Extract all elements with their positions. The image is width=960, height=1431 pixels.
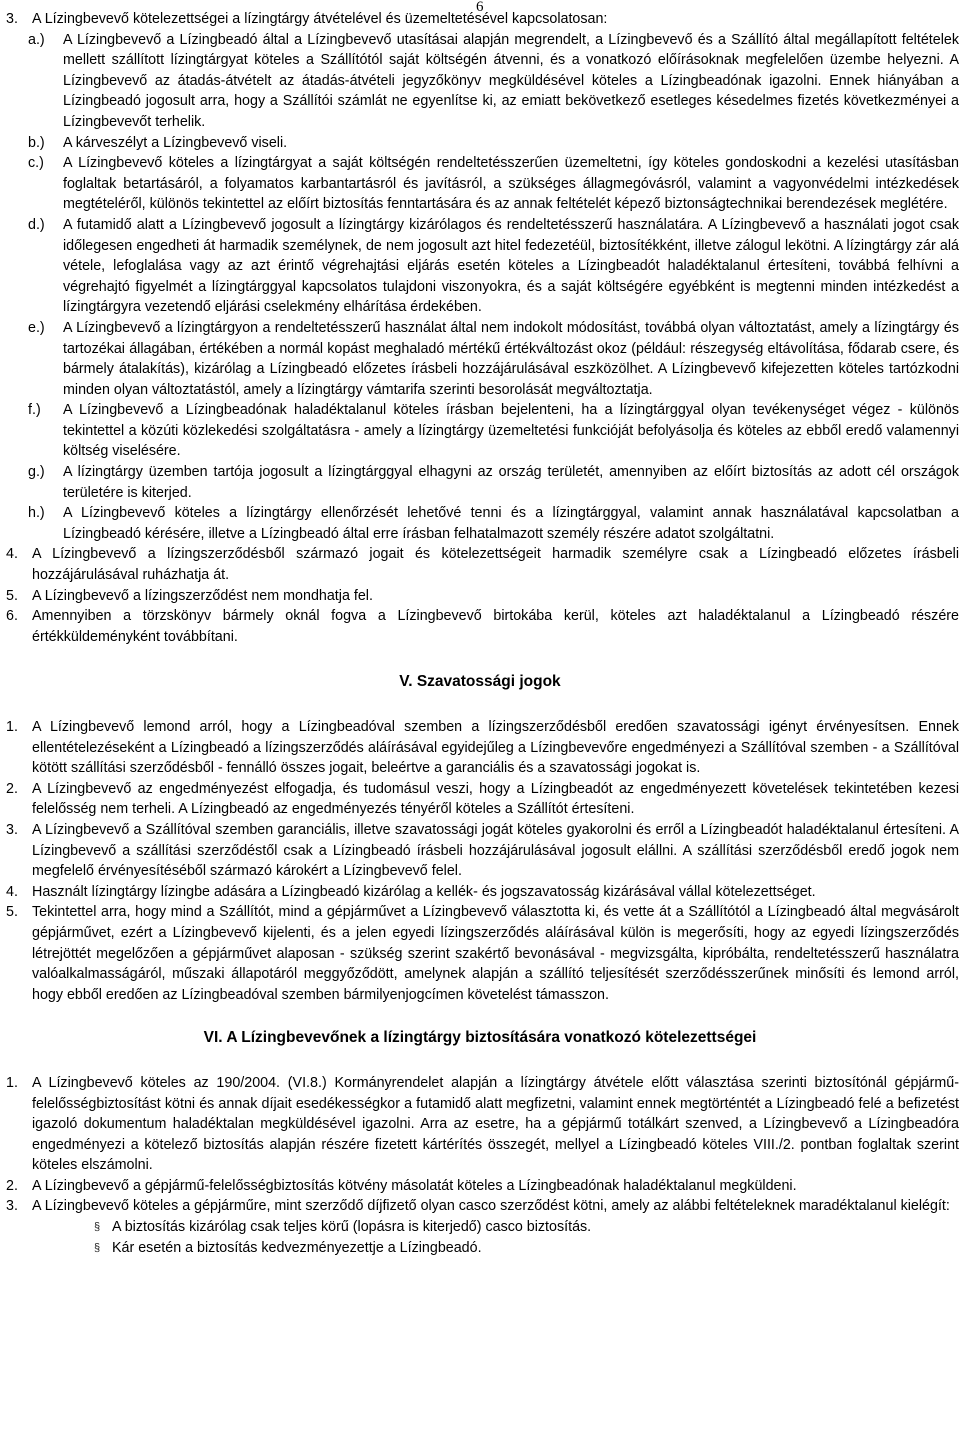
list-item xyxy=(6,1176,959,1197)
section-heading-warranty: V. Szavatossági jogok xyxy=(399,673,561,691)
list-item xyxy=(6,882,959,903)
list-item xyxy=(6,9,959,30)
item-number: 5. xyxy=(6,904,18,921)
list-item xyxy=(28,215,959,318)
item-text: A Lízingbevevő kötelezettségei a lízingtárgy átvételével és üzemeltetésével kapcsolatosan: xyxy=(32,11,608,27)
item-number: 6. xyxy=(6,608,18,625)
item-text: A Lízingbevevő köteles a gépjárműre, mint szerződő díjfizető olyan casco szerződést kötni, amely az alábbi feltételeknek maradéktalanul kielégít: xyxy=(32,1198,950,1215)
item-number: h.) xyxy=(28,505,45,522)
list-item xyxy=(28,318,959,400)
list-item xyxy=(6,902,959,1005)
section-heading-insurance: VI. A Lízingbevevőnek a lízingtárgy biztosítására vonatkozó kötelezettségei xyxy=(203,1029,757,1047)
item-number: 1. xyxy=(6,719,18,735)
item-number: 4. xyxy=(6,883,18,900)
bullet-item xyxy=(94,1238,958,1259)
item-number: f.) xyxy=(28,402,41,419)
item-text: A Lízingbevevő köteles az 190/2004. (VI.8.) Kormányrendelet alapján a lízingtárgy átvétele előtt választása szerinti biztosítónál gépjármű-felelősségbiztosítást kötni és annak díjait esedékességkor a futamidő alatt megfizetni, valamint ennek megtörténtét a Lízingbeadó felé a befizetést igazoló dokumentum haladéktalan megküldésével igazolni. Arra az esetre, ha a gépjármű totálkárt szenved, a Lízingbevevő a Lízingbeadóra engedményezi a kötelező biztosítás alapján részére fizetett kártérítés összegét, mellyel a Lízingbeadó köteles VIII./2. pontban foglaltak szerint köteles elszámolni. xyxy=(32,1074,959,1174)
list-item xyxy=(28,30,959,133)
item-text: Használt lízingtárgy lízingbe adására a Lízingbeadó kizárólag a kellék- és jogszavatosság kizárásával vállal kötelezettséget. xyxy=(32,883,816,900)
item-text: A Lízingbevevő lemond arról, hogy a Lízingbeadóval szemben a lízingszerződésből eredően szavatossági igényt érvényesítsen. Ennek ellentételezéseként a Lízingbeadó a lízingszerződés aláírásával egyidejűleg a Lízingbevevőre engedményezi a Szállítóval szemben - a Szállítóval kötött szállítási szerződésből - fennálló összes jogait, beleértve a garanciális és a szavatossági jogokat is. xyxy=(32,719,959,777)
item-text: A Lízingbevevő a lízingtárgyon a rendeltetésszerű használat által nem indokolt módosítást, továbbá olyan változtatást, amely a lízingtárgy és tartozékai állagában, értékében a normál kopást meghaladó mértékű értékváltozást okoz (például: részegység eltávolítása, fődarab csere, és bármely átalakítás), kizárólag a Lízingbeadó előzetes írásbeli hozzájárulásával eszközölhet. A Lízingbevevő kifejezetten köteles tartózkodni minden olyan változtatástól, amely a lízingtárgy vámtarifa szerinti besorolását megváltoztatja. xyxy=(63,319,959,398)
item-text: Tekintettel arra, hogy mind a Szállítót, mind a gépjárművet a Lízingbevevő választotta ki, és vette át a Szállítótól a Lízingbeadó által megvásárolt gépjárművet, ezért a Lízingbevevő kijelenti, és a jelen egyedi lízingszerződés aláírásával külön is megerősíti, hogy az egyedi lízingszerződés létrejöttét megelőzően a gépjárművet alaposan - szükség szerint szakértő bevonásával - megvizsgálta, kipróbálta, rendeltetésszerű használatra valóalkalmasságáról, műszaki állapotáról meggyőződött, amelynek alapján a szállító teljesítését szerződésszerűnek minősíti és lemond arról, hogy ebből eredően az Lízingbeadóval szemben bármilyenjogcímen követelést támasszon. xyxy=(32,904,959,1003)
list-item xyxy=(6,544,959,585)
item-text: A Lízingbevevő a Szállítóval szemben garanciális, illetve szavatossági jogát köteles gyakorolni és erről a Lízingbeadót haladéktalanul értesíteni. A Lízingbevevő a szállítási szerződéstől csak a Lízingbeadó írásbeli hozzájárulásával jogosult elállni. A szállítási szerződésből eredő jogok nem megfelelő érvényesítéséből származó károkért a Lízingbevevő felel. xyxy=(32,821,959,880)
item-number: d.) xyxy=(28,216,45,233)
item-number: 3. xyxy=(6,821,18,838)
item-text: A Lízingbevevő a lízingszerződést nem mondhatja fel. xyxy=(32,587,373,604)
item-number: c.) xyxy=(28,155,44,172)
list-item xyxy=(28,133,959,154)
page-number: 6 xyxy=(476,0,484,15)
item-text: A Lízingbevevő a lízingszerződésből származó jogait és kötelezettségeit harmadik személyre csak a Lízingbeadó előzetes írásbeli hozzájárulásával ruházhatja át. xyxy=(32,546,959,584)
list-item xyxy=(6,586,959,607)
item-number: g.) xyxy=(28,464,45,481)
list-item xyxy=(6,1196,959,1217)
item-number: e.) xyxy=(28,319,45,336)
item-text: A Lízingbevevő a Lízingbeadó által a Lízingbevevő utasításai alapján megrendelt, a Lízingbevevő és a Szállító által megállapított feltételek mellett szállított lízingtárgyat köteles a Szállítótól saját költségén átvenni, és a vonatkozó előírásoknak megfelelően üzembe helyezni. A Lízingbevevő az átadás-átvételt az átadás-átvételi jegyzőkönyv megküldésével köteles a Lízingbeadónak igazolni. Ennek hiányában a Lízingbeadó jogosult arra, hogy a Szállítói számlát ne egyenlítse ki, az emiatt bekövetkező esetleges késedelmes fizetés következményei a Lízingbevevőt terhelik. xyxy=(63,31,959,130)
list-item xyxy=(28,400,959,462)
bullet-symbol: § xyxy=(94,1221,101,1234)
item-text: A Lízingbevevő az engedményezést elfogadja, és tudomásul veszi, hogy a Lízingbeadót az engedményezett követelések tekintetében kezesi felelősség nem terheli. A Lízingbeadó az engedményezés tényéről köteles a Szállítót értesíteni. xyxy=(32,780,959,818)
list-item xyxy=(28,462,959,503)
item-text: A Lízingbevevő köteles a lízingtárgy ellenőrzését lehetővé tenni és a lízingtárggyal, valamint annak használatával kapcsolatban a Lízingbeadó kérésére, illetve a Lízingbeadó által erre írásban felhatalmazott személy részére adatot szolgáltatni. xyxy=(63,505,959,542)
list-item xyxy=(28,503,959,544)
bullet-text: A biztosítás kizárólag csak teljes körű (lopásra is kiterjedő) casco biztosítás. xyxy=(112,1219,592,1236)
list-item xyxy=(6,717,959,779)
item-number: 3. xyxy=(6,11,18,27)
bullet-symbol: § xyxy=(94,1241,101,1254)
item-number: 1. xyxy=(6,1074,18,1091)
item-text: A Lízingbevevő a gépjármű-felelősségbiztosítás kötvény másolatát köteles a Lízingbeadónak haladéktalanul megküldeni. xyxy=(32,1177,797,1194)
item-text: A Lízingbevevő köteles a lízingtárgyat a saját költségén rendeltetésszerűen üzemeltetni, így köteles gondoskodni a kezelési utasításban foglaltak betartásáról, a folyamatos karbantartásról és javításról, a szükséges állagmegóvásról, valamint a vagyonvédelmi intézkedések megtételéről, különös tekintettel az előírt biztosítás fenntartására és az annak feltételét képező biztonságtechnikai berendezések meglétére. xyxy=(63,155,959,213)
list-item xyxy=(6,779,959,820)
item-number: 3. xyxy=(6,1198,18,1215)
item-number: a.) xyxy=(28,31,45,48)
item-text: A lízingtárgy üzemben tartója jogosult a lízingtárggyal elhagyni az ország területét, amennyiben az előírt biztosítás az adott cél országok területére is kiterjed. xyxy=(63,464,959,501)
item-number: 2. xyxy=(6,1177,18,1194)
bullet-text: Kár esetén a biztosítás kedvezményezettje a Lízingbeadó. xyxy=(112,1239,482,1256)
item-text: A kárveszélyt a Lízingbevevő viseli. xyxy=(63,134,288,151)
item-number: 5. xyxy=(6,587,18,604)
item-text: A Lízingbevevő a Lízingbeadónak haladéktalanul köteles írásban bejelenteni, ha a lízingtárggyal olyan tevékenységet végez - különös tekintettel a közúti közlekedési szolgáltatásra - amely a lízingtárgy üzemeltetési funkcióját befolyásolja és köteles az ebből eredő valamennyi költség viselésére. xyxy=(63,402,959,460)
list-item xyxy=(6,606,959,647)
list-item xyxy=(28,153,959,215)
item-text: A futamidő alatt a Lízingbevevő jogosult a lízingtárgy kizárólagos és rendeltetésszerű használatára. A Lízingbevevő a használati jogot csak időlegesen engedheti át harmadik személynek, de nem jogosult azt hitel fedezetéül, biztosítékként, illetve zálogul lekötni. A lízingtárgy zár alá vétele, lefoglalása vagy az azt érintő végrehajtási eljárás esetén köteles a Lízingbeadót haladéktalanul értesíteni, továbbá felhívni a végrehajtó figyelmét a lízingtárggyal kapcsolatos tulajdoni viszonyokra, és a saját költségére egyébként is megtenni minden intézkedést a lízingtárgyra vezetendő eljárási cselekmény elhárítása érdekében. xyxy=(63,216,959,316)
item-number: b.) xyxy=(28,134,45,151)
bullet-item xyxy=(94,1217,958,1238)
item-number: 4. xyxy=(6,546,18,563)
item-text: Amennyiben a törzskönyv bármely oknál fogva a Lízingbevevő birtokába kerül, köteles azt haladéktalanul a Lízingbeadó részére értékküldeményként továbbítani. xyxy=(32,608,959,645)
list-item xyxy=(6,1073,959,1176)
list-item xyxy=(6,820,959,882)
item-number: 2. xyxy=(6,780,18,797)
